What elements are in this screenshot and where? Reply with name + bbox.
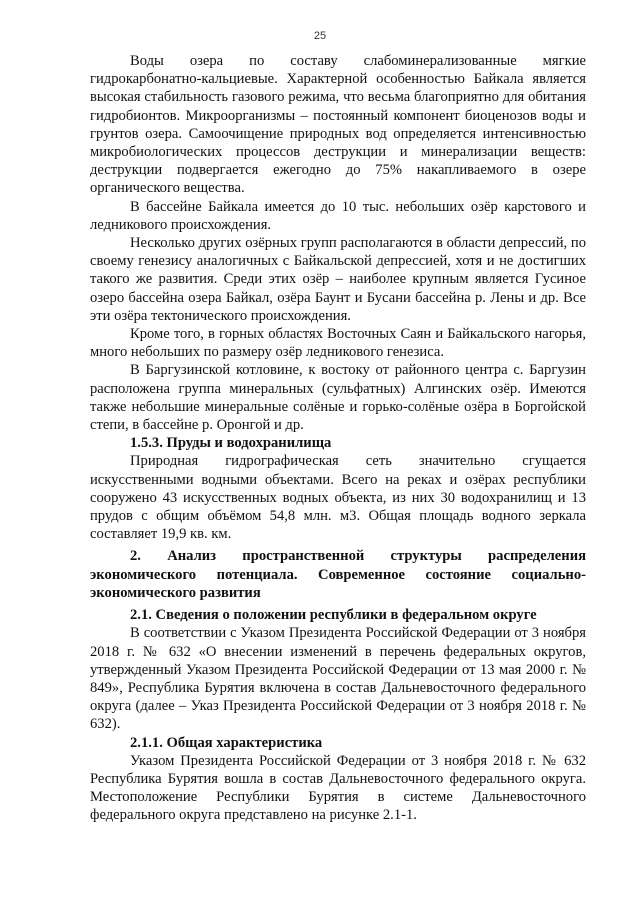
paragraph-baikal-basin-lakes: В бассейне Байкала имеется до 10 тыс. небольших озёр карстового и ледникового происхождения. [90,198,586,233]
paragraph-general: Указом Президента Российской Федерации от 3 ноября 2018 г. № 632 Республика Бурятия вошла в состав Дальневосточного федерального округа. Местоположение Республики Бурятия в системе Дальневосточного федерального округа представлено на рисунке 2.1-1. [90,752,586,824]
page-content [90,52,586,825]
paragraph-depression-lakes: Несколько других озёрных групп располагаются в области депрессий, по своему генезису аналогичных с Байкальской депрессией, хотя и не достигших такого же развития. Среди этих озёр – наиболее крупным является Гусиное озеро бассейна озера Байкал, озёра Баунт и Бусани бассейна р. Лены и др. Все эти озёра тектонического происхождения. [90,235,586,324]
paragraph-baikal-water: Воды озера по составу слабоминерализованные мягкие гидрокарбонатно-кальциевые. Характерной особенностью Байкала является высокая стабильность газового режима, что весьма благоприятно для обитания гидробионтов. Микроорганизмы – постоянный компонент биоценозов воды и грунтов озера. Самоочищение природных вод определяется интенсивностью микробиологических процессов деструкции и минерализации веществ: деструкции подвергается ежегодно до 75% накапливаемого в озере органического вещества. [90,53,586,197]
paragraph-mountain-lakes: Кроме того, в горных областях Восточных Саян и Байкальского нагорья, много небольших по размеру озёр ледникового генезиса. [90,326,586,361]
section-heading-general: 2.1.1. Общая характеристика [130,734,323,751]
paragraph-presidential-decree: В соответствии с Указом Президента Российской Федерации от 3 ноября 2018 г. № 632 «О внесении изменений в перечень федеральных округов, утвержденный Указом Президента Российской Федерации от 13 мая 2000 г. № 849», Республика Бурятия включена в состав Дальневосточного федерального округа (далее – Указ Президента Российской Федерации от 3 ноября 2018 г. № 632). [90,625,586,733]
page-number: 25 [313,30,327,42]
section-heading-federal-district: 2.1. Сведения о положении республики в федеральном округе [130,607,537,624]
chapter-heading-economic-analysis: 2. Анализ пространственной структуры распределения экономического потенциала. Современное состояние социально-экономического развития [90,548,586,601]
paragraph-ponds: Природная гидрографическая сеть значительно сгущается искусственными водными объектами. Всего на реках и озёрах республики сооружено 43 искусственных водных объекта, из них 30 водохранилищ и 13 прудов с общим объёмом 54,8 млн. м3. Общая площадь водного зеркала составляет 19,9 кв. км. [90,453,586,543]
section-heading-ponds: 1.5.3. Пруды и водохранилища [130,435,332,452]
paragraph-barguzin-lakes: В Баргузинской котловине, к востоку от районного центра с. Баргузин расположена группа минеральных (сульфатных) Алгинских озёр. Имеются также небольшие минеральные солёные и горько-солёные озёра в Боргойской степи, в бассейне р. Оронгой и др. [90,362,586,434]
